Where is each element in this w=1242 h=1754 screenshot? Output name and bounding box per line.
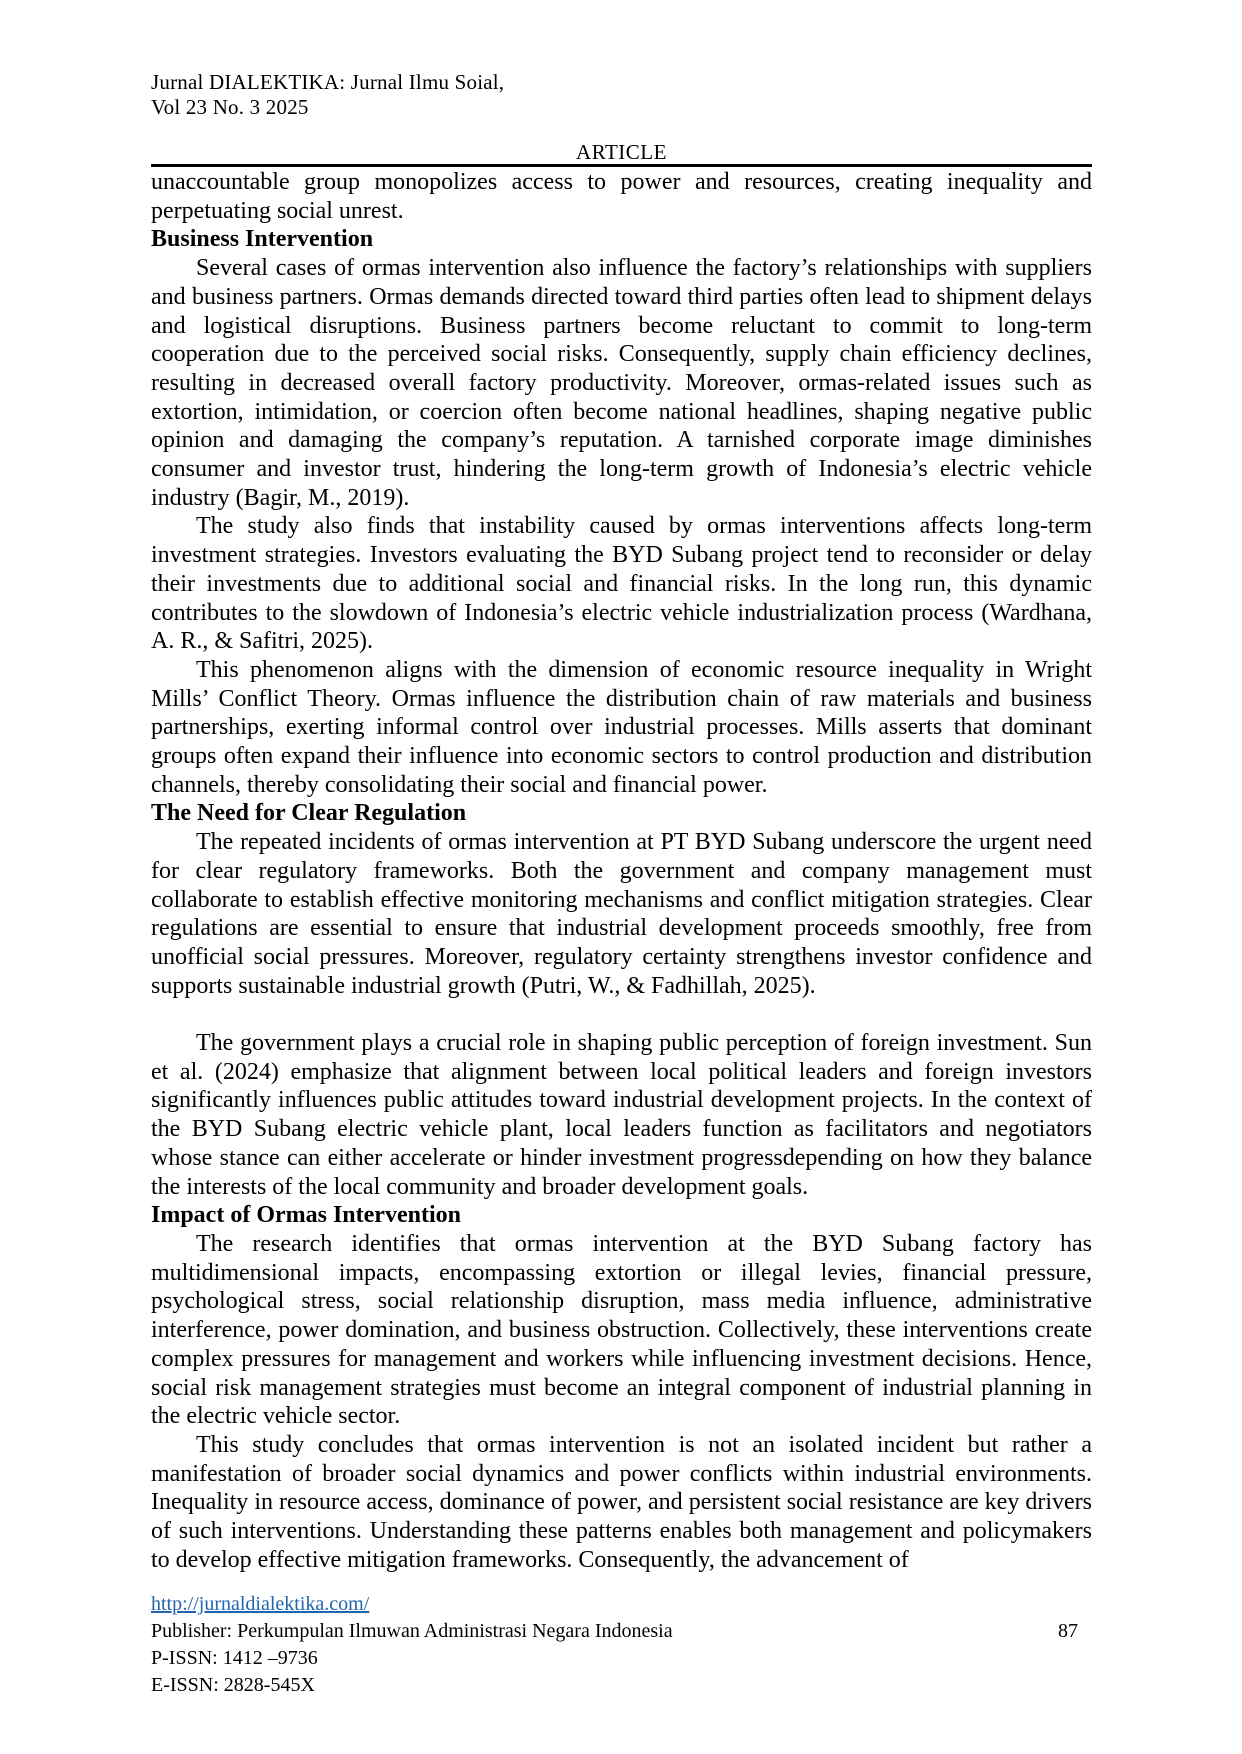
body-paragraph: unaccountable group monopolizes access to power and resources, creating inequality and perpetuating social unrest.: [151, 169, 1092, 224]
article-section-label: ARTICLE: [576, 140, 667, 164]
body-paragraph: The government plays a crucial role in shaping public perception of foreign investment. Sun et al. (2024) emphasize that alignment between local political leaders and foreign investors significantly influences public attitudes toward industrial development projects. In the context of the BYD Subang electric vehicle plant, local leaders function as facilitators and negotiators whose stance can either accelerate or hinder investment progressdepending on how they balance the interests of the local community and broader development goals.: [151, 1030, 1092, 1200]
page-number: 87: [1058, 1620, 1078, 1642]
body-paragraph: The repeated incidents of ormas intervention at PT BYD Subang underscore the urgent need for clear regulatory frameworks. Both the government and company management must collaborate to establish effective monitoring mechanisms and conflict mitigation strategies. Clear regulations are essential to ensure that industrial development proceeds smoothly, free from unofficial social pressures. Moreover, regulatory certainty strengthens investor confidence and supports sustainable industrial growth (Putri, W., & Fadhillah, 2025).: [151, 829, 1092, 999]
header-rule-divider: [151, 164, 1092, 167]
section-heading: Impact of Ormas Intervention: [151, 1202, 461, 1229]
journal-volume: Vol 23 No. 3 2025: [151, 95, 309, 119]
body-paragraph: The research identifies that ormas intervention at the BYD Subang factory has multidimensional impacts, encompassing extortion or illegal levies, financial pressure, psychological stress, social relationship disruption, mass media influence, administrative interference, power domination, and business obstruction. Collectively, these interventions create complex pressures for management and workers while influencing investment decisions. Hence, social risk management strategies must become an integral component of industrial planning in the electric vehicle sector.: [151, 1231, 1092, 1430]
article-body: [151, 168, 1092, 1574]
e-issn-text: E-ISSN: 2828-545X: [151, 1674, 315, 1696]
page-footer: [151, 1591, 1092, 1699]
body-paragraph: The study also finds that instability caused by ormas interventions affects long-term investment strategies. Investors evaluating the BYD Subang project tend to reconsider or delay their investments due to additional social and financial risks. In the long run, this dynamic contributes to the slowdown of Indonesia’s electric vehicle industrialization process (Wardhana, A. R., & Safitri, 2025).: [151, 513, 1092, 655]
section-heading: The Need for Clear Regulation: [151, 800, 467, 827]
body-paragraph: This phenomenon aligns with the dimension of economic resource inequality in Wright Mills’ Conflict Theory. Ormas influence the distribution chain of raw materials and business partnerships, exerting informal control over industrial processes. Mills asserts that dominant groups often expand their influence into economic sectors to control production and distribution channels, thereby consolidating their social and financial power.: [151, 656, 1092, 798]
section-heading: Business Intervention: [151, 226, 374, 253]
publisher-text: Publisher: Perkumpulan Ilmuwan Administrasi Negara Indonesia: [151, 1620, 673, 1642]
body-paragraph: This study concludes that ormas intervention is not an isolated incident but rather a manifestation of broader social dynamics and power conflicts within industrial environments. Inequality in resource access, dominance of power, and persistent social resistance are key drivers of such interventions. Understanding these patterns enables both management and policymakers to develop effective mitigation frameworks. Consequently, the advancement of: [151, 1431, 1092, 1573]
journal-title: Jurnal DIALEKTIKA: Jurnal Ilmu Soial,: [151, 70, 505, 94]
footer-url-line: [151, 1591, 1092, 1618]
footer-publisher-row: [151, 1618, 1092, 1645]
p-issn-text: P-ISSN: 1412 –9736: [151, 1647, 318, 1669]
journal-masthead: [151, 70, 1092, 120]
journal-url-link[interactable]: http://jurnaldialektika.com/: [151, 1593, 370, 1615]
body-paragraph: Several cases of ormas intervention also influence the factory’s relationships with suppliers and business partners. Ormas demands directed toward third parties often lead to shipment delays and logistical disruptions. Business partners become reluctant to commit to long-term cooperation due to the perceived social risks. Consequently, supply chain efficiency declines, resulting in decreased overall factory productivity. Moreover, ormas-related issues such as extortion, intimidation, or coercion often become national headlines, shaping negative public opinion and damaging the company’s reputation. A tarnished corporate image diminishes consumer and investor trust, hindering the long-term growth of Indonesia’s electric vehicle industry (Bagir, M., 2019).: [151, 255, 1092, 511]
